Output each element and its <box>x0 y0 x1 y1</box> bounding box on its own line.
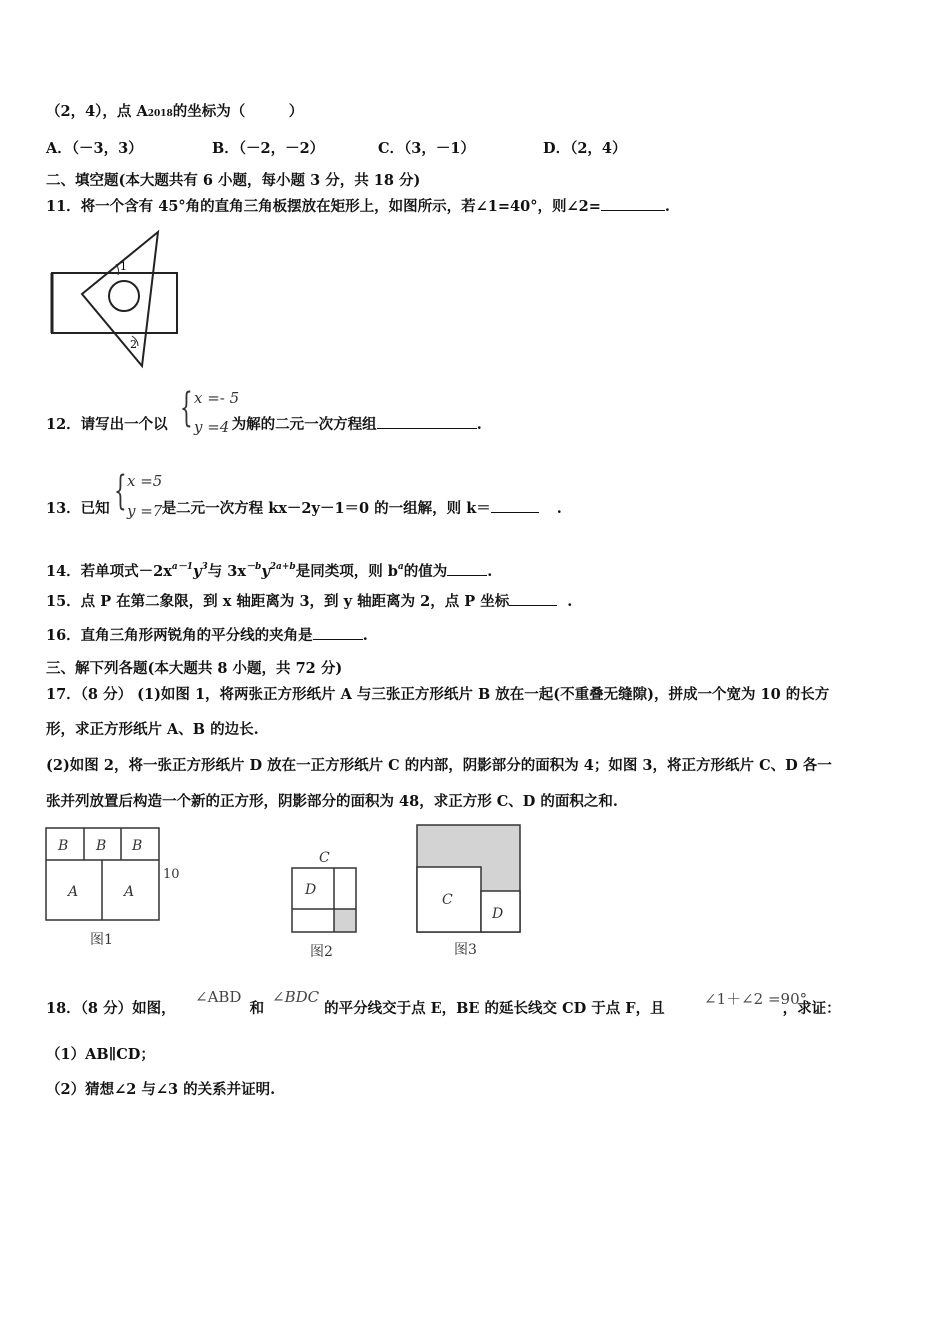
q10-option-c[interactable]: C．（3，－1） <box>378 140 475 157</box>
q13-eq2: y =7 <box>127 502 163 520</box>
question-18-part2: （2）猜想∠2 与∠3 的关系并证明. <box>46 1081 276 1098</box>
q11-angle-2: 2 <box>130 338 137 351</box>
fig2-d-label: D <box>305 882 317 898</box>
q11-rectangle <box>52 273 177 333</box>
q17-figure-2 <box>288 846 368 962</box>
section-2-title: 二、填空题(本大题共有 6 小题，每小题 3 分，共 18 分) <box>46 172 421 189</box>
q10-option-a[interactable]: A．（－3，3） <box>46 140 143 157</box>
fig3-c-label: C <box>442 892 453 908</box>
question-13: 13．已知 是二元一次方程 kx－2y－1＝0 的一组解，则 k＝ . <box>46 500 562 517</box>
fig2-caption: 图2 <box>310 944 333 960</box>
q10-option-d[interactable]: D．（2，4） <box>543 140 627 157</box>
fig1-b2: B <box>96 838 107 854</box>
q11-circle <box>109 281 139 311</box>
question-17-line2: 形，求正方形纸片 A、B 的边长. <box>46 721 259 738</box>
q12-brace: { <box>180 385 193 431</box>
question-17-line1: 17．（8 分） (1)如图 1，将两张正方形纸片 A 与三张正方形纸片 B 放在一起(不重叠无缝隙)，拼成一个宽为 10 的长方 <box>46 686 830 703</box>
fig1-b1: B <box>58 838 69 854</box>
fig1-a1: A <box>68 884 79 900</box>
q18-angle-sum: ∠1＋∠2 =90° <box>704 990 808 1008</box>
question-15: 15．点 P 在第二象限，到 x 轴距离为 3，到 y 轴距离为 2，点 P 坐标 . <box>46 593 573 610</box>
fig3-caption: 图3 <box>454 942 477 958</box>
q12-eq1: x =- 5 <box>194 389 240 407</box>
q11-angle-1: 1 <box>120 260 127 273</box>
question-12: 12．请写出一个以 为解的二元一次方程组 . <box>46 416 482 433</box>
question-18-part1: （1）AB∥CD； <box>46 1046 155 1063</box>
q18-angle-bdc: ∠BDC <box>272 988 320 1006</box>
q11-triangle <box>82 232 158 366</box>
q12-eq2: y =4 <box>194 418 230 436</box>
fig1-caption: 图1 <box>90 932 113 948</box>
fig1-b3: B <box>132 838 143 854</box>
fig1-width-label: 10 <box>163 867 180 882</box>
question-18: 18．（8 分）如图， 和 的平分线交于点 E，BE 的延长线交 CD 于点 F，且 ，求证： <box>46 1000 841 1017</box>
q10-stem: （2，4），点 A2018的坐标为（ ） <box>46 103 304 120</box>
q13-brace: { <box>114 468 127 514</box>
q18-angle-abd: ∠ABD <box>195 988 242 1006</box>
question-17-line4: 张并列放置后构造一个新的正方形，阴影部分的面积为 48，求正方形 C、D 的面积之和. <box>46 793 618 810</box>
fig3-d-label: D <box>492 906 504 922</box>
question-16: 16．直角三角形两锐角的平分线的夹角是 . <box>46 627 368 644</box>
q17-figure-3 <box>414 822 526 960</box>
q10-option-b[interactable]: B．（－2，－2） <box>212 140 325 157</box>
q11-figure <box>46 228 186 370</box>
question-14: 14．若单项式$-2x^{a-1}y^3$与 $3x^{-b}y^{2a+b}$是同类项，则 $b^a$的值为 . <box>46 562 493 580</box>
section-3-title: 三、解下列各题(本大题共 8 小题，共 72 分) <box>46 660 343 677</box>
q13-eq1: x =5 <box>127 472 163 490</box>
question-11: 11．将一个含有 45°角的直角三角板摆放在矩形上，如图所示，若∠1=40°，则∠2= . <box>46 198 670 215</box>
fig2-c-label: C <box>319 850 330 866</box>
q17-figure-1 <box>44 826 194 956</box>
fig1-a2: A <box>124 884 135 900</box>
question-17-line3: (2)如图 2，将一张正方形纸片 D 放在一正方形纸片 C 的内部，阴影部分的面积为 4；如图 3，将正方形纸片 C、D 各一 <box>46 757 832 774</box>
